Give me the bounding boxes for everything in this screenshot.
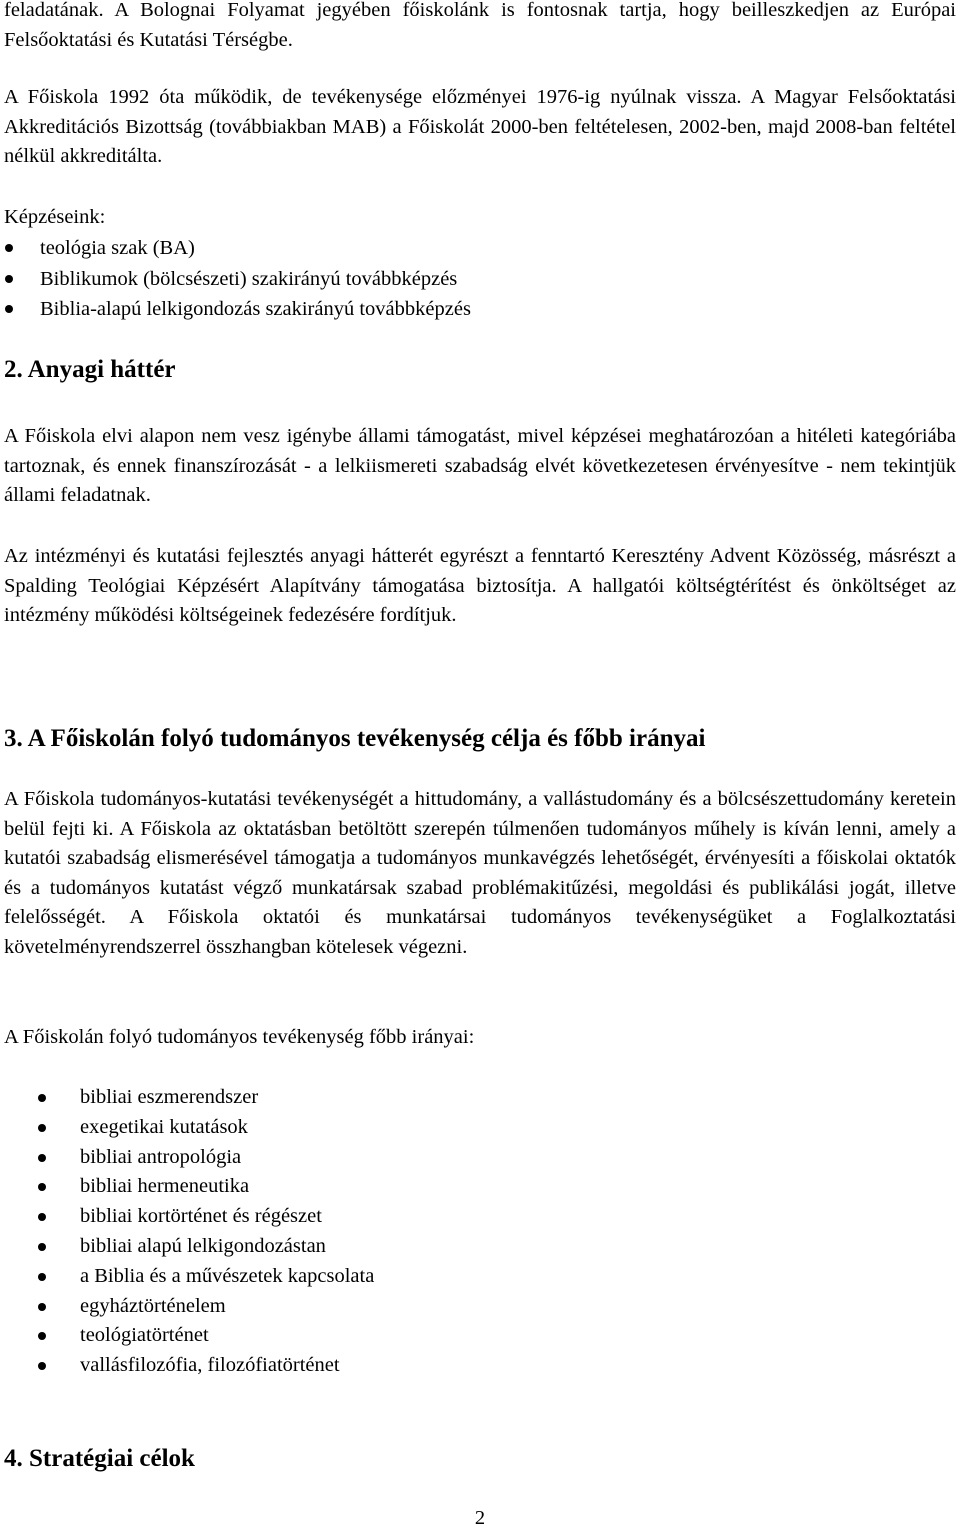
section-2-paragraph-2: Az intézményi és kutatási fejlesztés anyagi hátterét egyrészt a fenntartó Keresztény Advent Közösség, másrészt a Spalding Teológiai Képzésért Alapítvány támogatása biztosítja. A hallgatói költségtérítést és önköltséget az intézmény működési költségeinek fedezésére fordítjuk. [4, 545, 956, 626]
programs-list [4, 233, 956, 325]
section-3-heading: 3. A Főiskolán folyó tudományos tevékenység célja és főbb irányai [4, 725, 706, 752]
directions-label: A Főiskolán folyó tudományos tevékenység főbb irányai: [4, 1026, 475, 1048]
section-3-paragraph-1: A Főiskola tudományos-kutatási tevékenységét a hittudomány, a vallástudomány és a bölcsészettudomány keretein belül fejti ki. A Főiskola az oktatásban betöltött szerepén túlmenően tudományos műhely is kíván lenni, amely a kutatói szabadság elismerésével támogatja a tudományos munkavégzés lehetőségét, érvényesíti a főiskolai oktatók és a tudományos kutatást végző munkatársak szabad problémakitűzési, megoldási és publikálási jogát, illetve felelősségét. A Főiskola oktatói és munkatársai tudományos tevékenységüket a Foglalkoztatási követelményrendszerrel összhangban kötelesek végezni. [4, 788, 956, 958]
bullet-icon [38, 1124, 46, 1132]
bullet-icon [38, 1213, 46, 1221]
list-item: bibliai antropológia [4, 1143, 956, 1173]
list-item: bibliai kortörténet és régészet [4, 1202, 956, 1232]
bullet-icon [5, 244, 13, 252]
bullet-icon [38, 1362, 46, 1370]
bullet-icon [5, 275, 13, 283]
bullet-icon [38, 1273, 46, 1281]
list-item: exegetikai kutatások [4, 1113, 956, 1143]
page-number: 2 [474, 1507, 486, 1529]
list-item: egyháztörténelem [4, 1292, 956, 1322]
list-item: bibliai eszmerendszer [4, 1083, 956, 1113]
list-item: a Biblia és a művészetek kapcsolata [4, 1262, 956, 1292]
list-item: bibliai alapú lelkigondozástan [4, 1232, 956, 1262]
bullet-icon [5, 305, 13, 313]
section-4-heading: 4. Stratégiai célok [4, 1445, 195, 1472]
list-item: teológiatörténet [4, 1321, 956, 1351]
programs-label: Képzéseink: [4, 206, 106, 228]
list-item: teológia szak (BA) [4, 233, 956, 264]
bullet-icon [38, 1183, 46, 1191]
list-item: Biblia-alapú lelkigondozás szakirányú továbbképzés [4, 294, 956, 325]
bullet-icon [38, 1154, 46, 1162]
bullet-icon [38, 1094, 46, 1102]
section-2-heading: 2. Anyagi háttér [4, 356, 176, 383]
research-directions-list [4, 1083, 956, 1381]
bullet-icon [38, 1303, 46, 1311]
section-2-paragraph-1: A Főiskola elvi alapon nem vesz igénybe állami támogatást, mivel képzései meghatározóan a hitéleti kategóriába tartoznak, és ennek finanszírozását - a lelkiismereti szabadság elvét következetesen érvényesítve - nem tekintjük állami feladatnak. [4, 425, 956, 506]
list-item: bibliai hermeneutika [4, 1172, 956, 1202]
bullet-icon [38, 1243, 46, 1251]
bullet-icon [38, 1332, 46, 1340]
intro-paragraph-2: A Főiskola 1992 óta működik, de tevékenysége előzményei 1976-ig nyúlnak vissza. A Magyar Felsőoktatási Akkreditációs Bizottság (továbbiakban MAB) a Főiskolát 2000-ben feltételesen, 2002-ben, majd 2008-ban feltétel nélkül akkreditálta. [4, 86, 956, 167]
intro-paragraph-1: feladatának. A Bolognai Folyamat jegyében főiskolánk is fontosnak tartja, hogy beilleszkedjen az Európai Felsőoktatási és Kutatási Térségbe. [4, 0, 956, 51]
list-item: vallásfilozófia, filozófiatörténet [4, 1351, 956, 1381]
list-item: Biblikumok (bölcsészeti) szakirányú továbbképzés [4, 264, 956, 295]
